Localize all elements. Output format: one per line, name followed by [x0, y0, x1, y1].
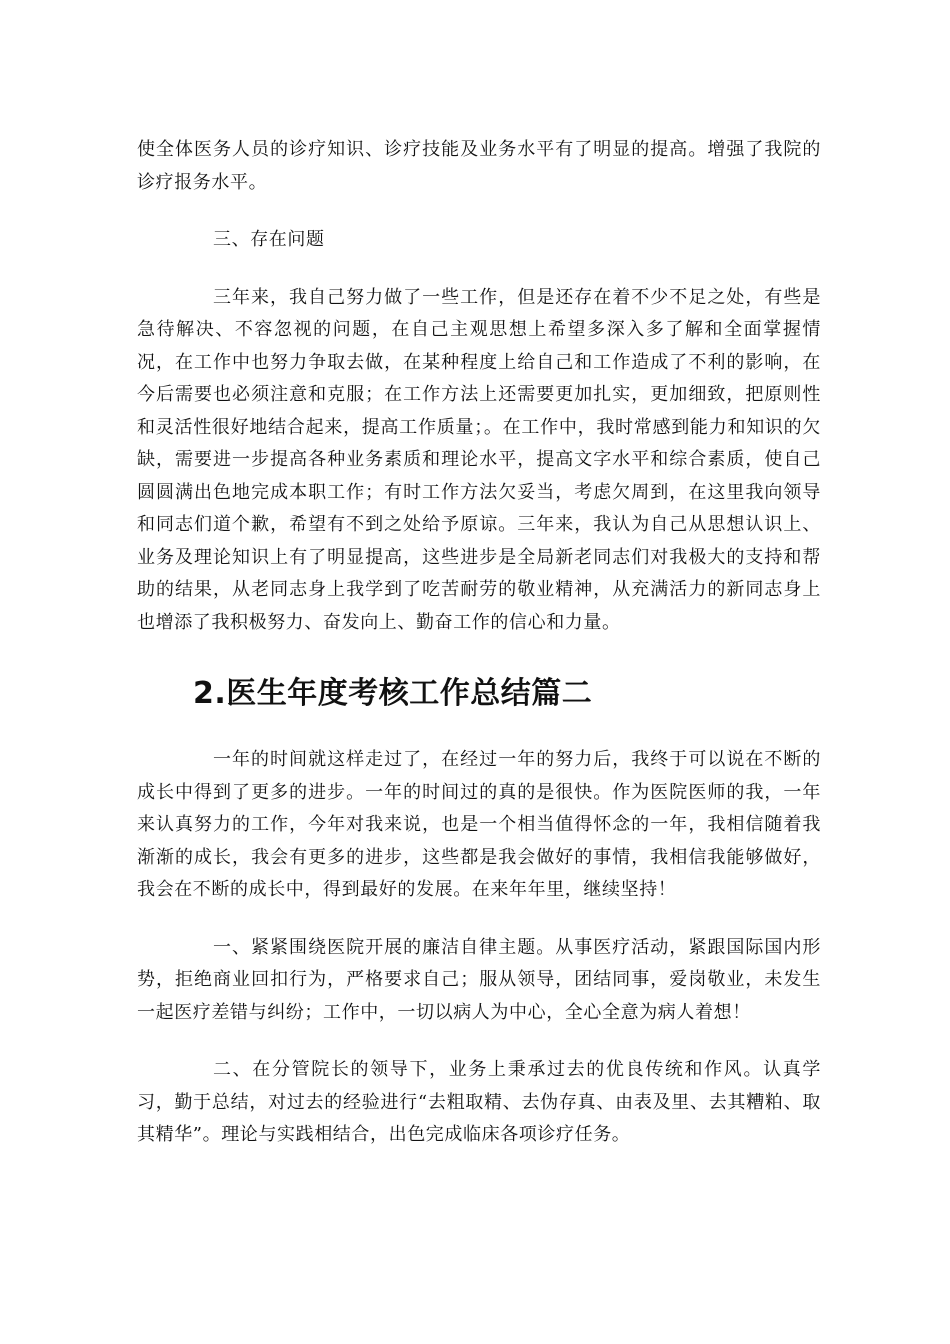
- document-body: [137, 134, 821, 1152]
- section-title-problems: 三、存在问题: [213, 229, 325, 250]
- paragraph-point-one: 一、紧紧围绕医院开展的廉洁自律主题。从事医疗活动，紧跟国际国内形势，拒绝商业回扣行为，严格要求自己；服从领导，团结同事，爱岗敬业，未发生一起医疗差错与纠纷；工作中，一切以病人为中心，全心全意为病人着想！: [137, 936, 821, 1023]
- paragraph-problems: 三年来，我自己努力做了一些工作，但是还存在着不少不足之处，有些是急待解决、不容忽视的问题，在自己主观思想上希望多深入多了解和全面掌握情况，在工作中也努力争取去做，在某种程度上给自己和工作造成了不利的影响，在今后需要也必须注意和克服；在工作方法上还需要更加扎实，更加细致，把原则性和灵活性很好地结合起来，提高工作质量；。在工作中，我时常感到能力和知识的欠缺，需要进一步提高各种业务素质和理论水平，提高文字水平和综合素质，使自己圆圆满出色地完成本职工作；有时工作方法欠妥当，考虑欠周到，在这里我向领导和同志们道个歉，希望有不到之处给予原谅。三年来，我认为自己从思想认识上、业务及理论知识上有了明显提高，这些进步是全局新老同志们对我极大的支持和帮助的结果，从老同志身上我学到了吃苦耐劳的敬业精神，从充满活力的新同志身上也增添了我积极努力、奋发向上、勤奋工作的信心和力量。: [137, 286, 821, 633]
- paragraph-continued: 使全体医务人员的诊疗知识、诊疗技能及业务水平有了明显的提高。增强了我院的诊疗报务水平。: [137, 139, 821, 193]
- article-heading: 2.医生年度考核工作总结篇二: [193, 676, 593, 711]
- paragraph-point-two: 二、在分管院长的领导下，业务上秉承过去的优良传统和作风。认真学习，勤于总结，对过去的经验进行“去粗取精、去伪存真、由表及里、去其糟粕、取其精华”。理论与实践相结合，出色完成临床各项诊疗任务。: [137, 1059, 821, 1145]
- paragraph-intro: 一年的时间就这样走过了，在经过一年的努力后，我终于可以说在不断的成长中得到了更多的进步。一年的时间过的真的是很快。作为医院医师的我，一年来认真努力的工作，今年对我来说，也是一个相当值得怀念的一年，我相信随着我渐渐的成长，我会有更多的进步，这些都是我会做好的事情，我相信我能够做好，我会在不断的成长中，得到最好的发展。在来年年里，继续坚持！: [137, 749, 821, 900]
